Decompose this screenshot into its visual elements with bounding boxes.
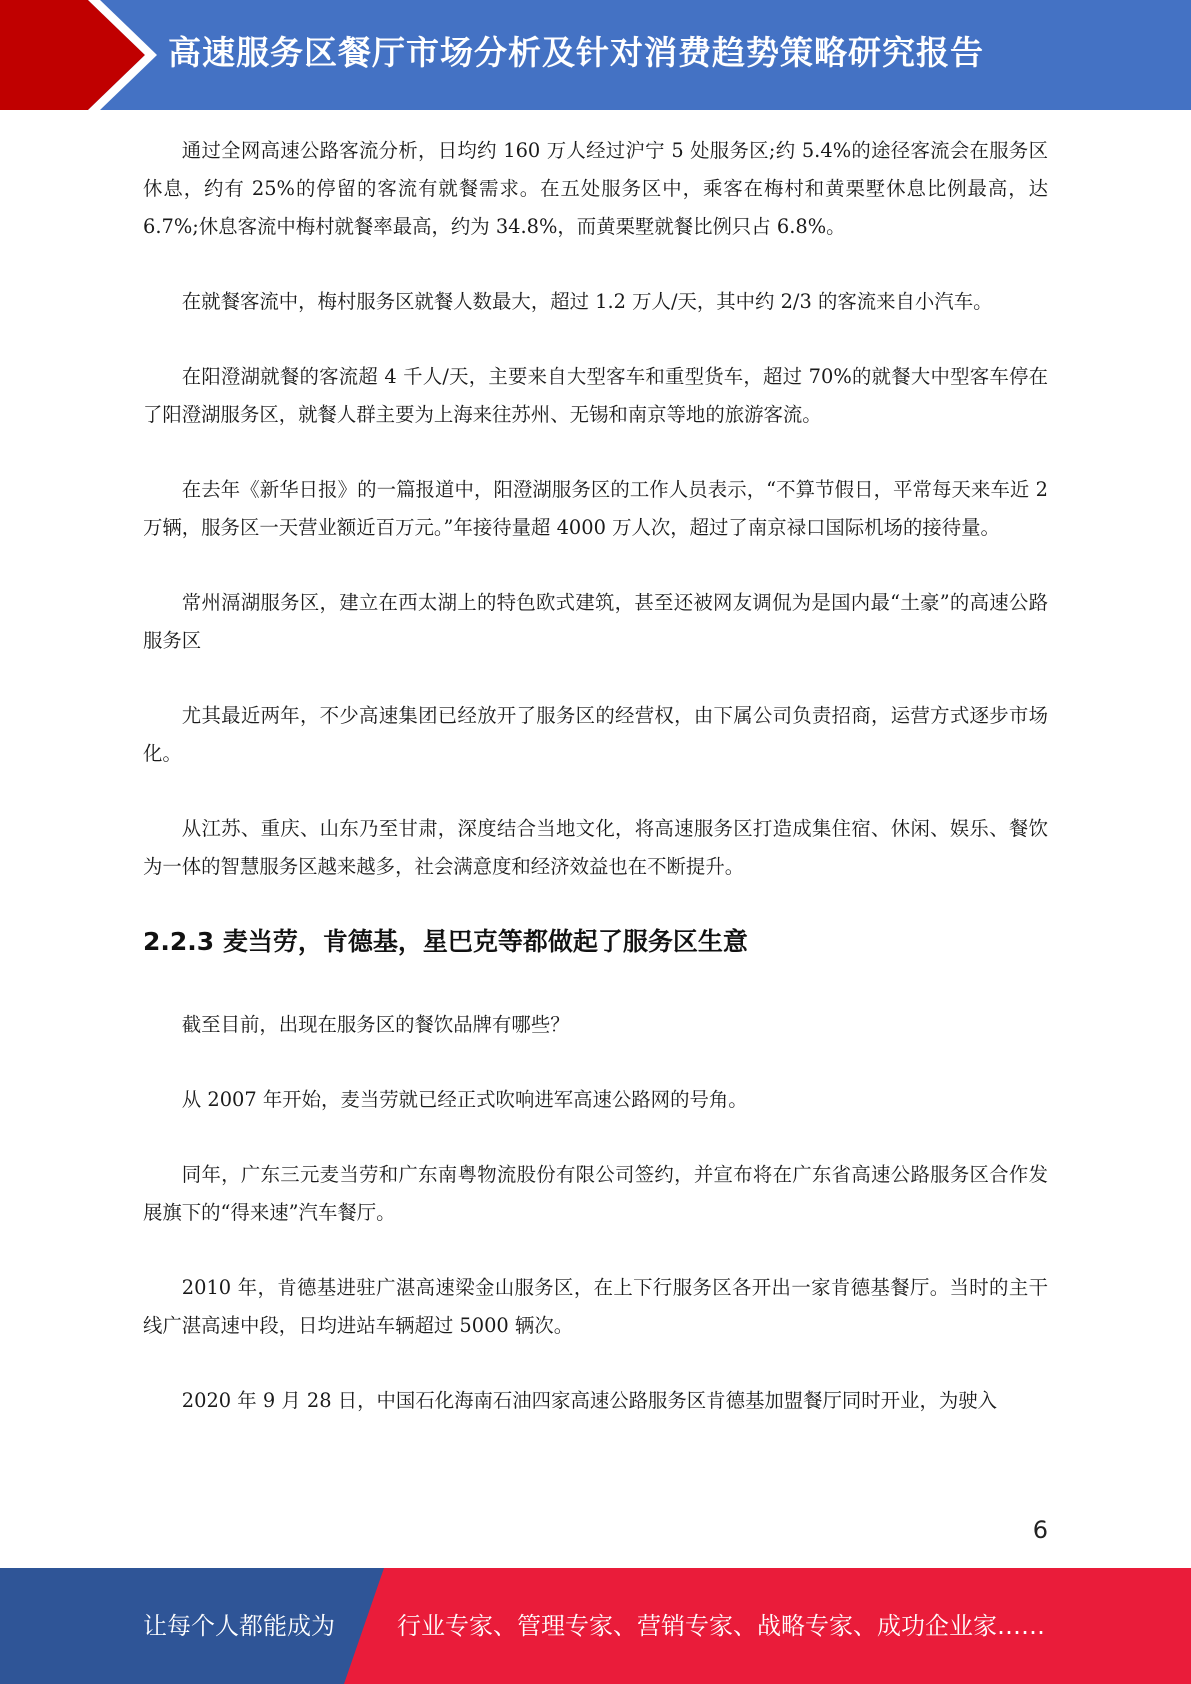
header-banner <box>0 0 1191 110</box>
footer-slogan-left: 让每个人都能成为 <box>143 1612 335 1640</box>
footer-slogan-right: 行业专家、管理专家、营销专家、战略专家、成功企业家…… <box>397 1612 1045 1640</box>
paragraph: 通过全网高速公路客流分析，日均约 160 万人经过沪宁 5 处服务区;约 5.4%的途径客流会在服务区休息，约有 25%的停留的客流有就餐需求。在五处服务区中，乘客在梅村和黄栗墅休息比例最高，达 6.7%;休息客流中梅村就餐率最高，约为 34.8%，而黄栗墅就餐比例只占 6.8%。 <box>143 139 1048 238</box>
paragraph: 2020 年 9 月 28 日，中国石化海南石油四家高速公路服务区肯德基加盟餐厅同时开业，为驶入 <box>181 1389 998 1412</box>
document-title: 高速服务区餐厅市场分析及针对消费趋势策略研究报告 <box>168 33 984 72</box>
header-red-chevron <box>0 0 145 110</box>
paragraph: 在就餐客流中，梅村服务区就餐人数最大，超过 1.2 万人/天，其中约 2/3 的客流来自小汽车。 <box>181 290 993 313</box>
section-heading: 2.2.3 麦当劳，肯德基，星巴克等都做起了服务区生意 <box>143 927 748 956</box>
paragraph: 在去年《新华日报》的一篇报道中，阳澄湖服务区的工作人员表示，“不算节假日，平常每天来车近 2 万辆，服务区一天营业额近百万元。”年接待量超 4000 万人次，超过了南京禄口国际机场的接待量。 <box>143 478 1048 539</box>
footer-banner <box>0 1568 1191 1684</box>
page-number: 6 <box>1032 1516 1048 1544</box>
paragraph: 在阳澄湖就餐的客流超 4 千人/天，主要来自大型客车和重型货车，超过 70%的就餐大中型客车停在了阳澄湖服务区，就餐人群主要为上海来往苏州、无锡和南京等地的旅游客流。 <box>143 365 1048 426</box>
paragraph: 尤其最近两年，不少高速集团已经放开了服务区的经营权，由下属公司负责招商，运营方式逐步市场化。 <box>143 704 1048 765</box>
main-content <box>143 132 1048 1457</box>
paragraph: 从江苏、重庆、山东乃至甘肃，深度结合当地文化，将高速服务区打造成集住宿、休闲、娱乐、餐饮为一体的智慧服务区越来越多，社会满意度和经济效益也在不断提升。 <box>143 817 1048 878</box>
paragraph: 常州滆湖服务区，建立在西太湖上的特色欧式建筑，甚至还被网友调侃为是国内最“土豪”的高速公路服务区 <box>143 591 1048 652</box>
paragraph: 截至目前，出现在服务区的餐饮品牌有哪些？ <box>181 1013 570 1036</box>
paragraph: 同年，广东三元麦当劳和广东南粤物流股份有限公司签约，并宣布将在广东省高速公路服务区合作发展旗下的“得来速”汽车餐厅。 <box>143 1163 1048 1224</box>
paragraph: 2010 年，肯德基进驻广湛高速梁金山服务区，在上下行服务区各开出一家肯德基餐厅。当时的主干线广湛高速中段，日均进站车辆超过 5000 辆次。 <box>143 1276 1048 1337</box>
paragraph: 从 2007 年开始，麦当劳就已经正式吹响进军高速公路网的号角。 <box>181 1088 748 1111</box>
